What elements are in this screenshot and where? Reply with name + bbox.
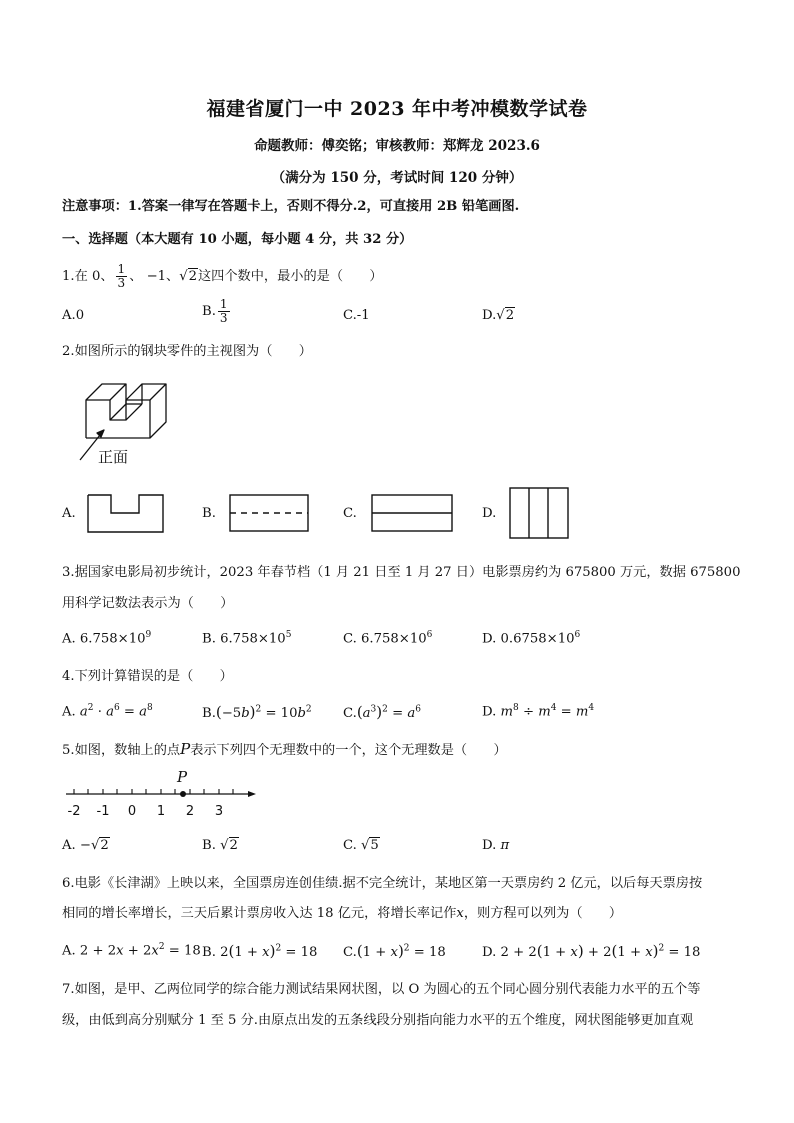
q5-option-d: D. π (482, 838, 510, 853)
q5-option-c: C. √5 (343, 838, 379, 853)
q2-option-b-shape (229, 494, 311, 534)
q3-option-b: B. $6.758\times 10^5$ (202, 630, 292, 647)
exam-title: 福建省厦门一中 2023 年中考冲模数学试卷 (206, 98, 588, 120)
q6-option-a: A. $2 + 2x + 2x^2 = 18$ (62, 942, 201, 959)
q2-option-c: C. (343, 506, 357, 521)
q1-option-d: D.√2 (482, 308, 515, 323)
q3-option-c: C. $6.758\times 10^6$ (343, 630, 433, 647)
q2-option-a: A. (62, 506, 76, 521)
question-4-stem: 4.下列计算错误的是（ ） (62, 669, 233, 684)
q1-option-a: A.0 (62, 308, 85, 323)
q1-prefix: 1.在 0、 (62, 269, 114, 284)
q3-option-a: A. $6.758\times 10^9$ (62, 630, 152, 647)
q2-option-c-shape (371, 494, 455, 534)
question-7-line1: 7.如图，是甲、乙两位同学的综合能力测试结果网状图，以 O 为圆心的五个同心圆分别代表能力水平的五个等 (62, 982, 701, 997)
q6-option-d: D. $2 + 2(1 + x) + 2(1 + x)^2 = 18$ (482, 942, 701, 960)
q1-sqrt: √2 (179, 269, 197, 284)
number-line (66, 766, 266, 826)
exam-notice: 注意事项：1.答案一律写在答题卡上，否则不得分.2，可直接用 2B 铅笔画图. (62, 199, 520, 214)
question-6-line1: 6.电影《长津湖》上映以来，全国票房连创佳绩.据不完全统计，某地区第一天票房约 2 亿元，以后每天票房按 (62, 876, 703, 891)
exam-meta: （满分为 150 分，考试时间 120 分钟） (271, 170, 523, 186)
q5-option-b: B. √2 (202, 838, 238, 853)
tick-label: 2 (185, 804, 195, 819)
point-p-label: P (177, 768, 188, 786)
q6-option-c: $C.(1 + x)^2 = 18$ (343, 942, 446, 960)
q4-option-d: D. $m^8 \div m^4 = m^4$ (482, 703, 595, 720)
question-3-line1: 3.据国家电影局初步统计，2023 年春节档（1 月 21 日至 1 月 27 日）电影票房约为 675800 万元，数据 675800 (62, 565, 741, 580)
q1-suffix: 这四个数中，最小的是（ ） (198, 269, 383, 284)
q1-mid: 、 −1、 (129, 269, 180, 284)
q2-option-a-shape (87, 494, 167, 534)
question-5-stem: 5.如图，数轴上的点P表示下列四个无理数中的一个，这个无理数是（ ） (62, 740, 507, 758)
q2-option-d: D. (482, 506, 497, 521)
question-6-line2: 相同的增长率增长，三天后累计票房收入达 18 亿元，将增长率记作x，则方程可以列为（ ） (62, 906, 623, 921)
question-3-line2: 用科学记数法表示为（ ） (62, 596, 234, 611)
question-2-stem: 2.如图所示的钢块零件的主视图为（ ） (62, 344, 312, 359)
q1-option-b: B. $\frac{1}{3}$ (202, 297, 228, 325)
q3-option-d: D. $0.6758\times 10^6$ (482, 630, 581, 647)
q2-option-b: B. (202, 506, 216, 521)
q2-option-d-shape (509, 487, 571, 541)
front-label: 正面 (98, 448, 129, 466)
tick-label: 3 (214, 804, 224, 819)
tick-label: 1 (156, 804, 166, 819)
q5-option-a: A. −√2 (62, 838, 109, 853)
section-heading: 一、选择题（本大题有 10 小题，每小题 4 分，共 32 分） (62, 232, 413, 247)
point-p-dot (180, 791, 186, 797)
q6-option-b: B. $2(1 + x)^2 = 18$ (202, 942, 318, 960)
steel-block-figure (70, 372, 190, 472)
tick-label: -2 (67, 804, 81, 819)
q1-fraction: $\frac{1}{3}$ (117, 262, 126, 290)
q4-option-b: $B.(-5b)^2 = 10b^2$ (202, 703, 312, 721)
question-7-line2: 级，由低到高分别赋分 1 至 5 分.由原点出发的五条线段分别指向能力水平的五个维度，网状图能够更加直观 (62, 1013, 694, 1028)
exam-authors: 命题教师：傅奕铭；审核教师：郑辉龙 2023.6 (254, 138, 540, 154)
q4-option-c: $C.(a^3)^2 = a^6$ (343, 703, 421, 721)
tick-label: -1 (96, 804, 110, 819)
q4-option-a: A. $a^2 \cdot a^6 = a^8$ (62, 703, 153, 720)
tick-label: 0 (127, 804, 137, 819)
q1-option-c: C.-1 (343, 308, 370, 323)
question-1-stem (62, 263, 383, 290)
